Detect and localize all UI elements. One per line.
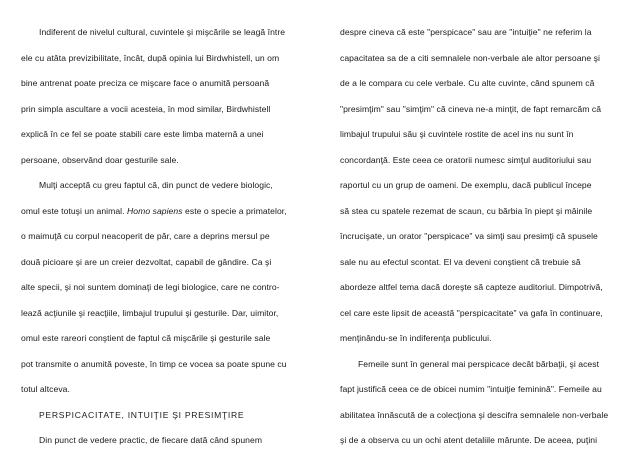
text-line: bine antrenat poate preciza ce mişcare face o anumită persoană <box>21 78 270 88</box>
text-line: capacitatea sa de a citi semnalele non-verbale ale altor persoane şi <box>340 52 600 63</box>
right-column <box>340 20 620 454</box>
text-line: limbajul trupului său şi cuvintele rostite de acel ins nu sunt în <box>340 129 574 139</box>
text-segment: este o specie a primatelor, <box>182 205 287 216</box>
text-line: Femeile sunt în general mai perspicace decât bărbaţii, şi acest <box>358 358 600 369</box>
text-line: pot transmite o anumită poveste, în timp ce vocea sa poate spune cu <box>21 358 287 369</box>
text-line: abordeze altfel tema dacă doreşte să capteze auditoriul. Dimpotrivă, <box>340 282 603 292</box>
italic-term: Homo sapiens <box>127 205 183 216</box>
text-line: sale nu au efectul scontat. El va deveni conştient că trebuie să <box>340 256 581 267</box>
text-line: încrucişate, un orator "perspicace" va simţi sau presimţi că spusele <box>340 231 598 241</box>
text-line: Mulţi acceptă cu greu faptul că, din punct de vedere biologic, <box>39 180 273 190</box>
text-line: raportul cu un grup de oameni. De exemplu, dacă publicul începe <box>340 180 592 190</box>
text-line: omul este rareori conştient de faptul că mişcările şi gesturile sale <box>21 333 271 343</box>
section-heading: PERSPICACITATE, INTUIŢIE ŞI PRESIMŢIRE <box>39 409 245 420</box>
text-line: persoane, observând doar gesturile sale. <box>21 154 179 165</box>
text-line: cel care este lipsit de această "perspicacitate" va gafa în continuare, <box>340 307 603 318</box>
text-line: Din punct de vedere practic, de fiecare dată când spunem <box>39 435 263 445</box>
left-column <box>21 20 301 454</box>
text-line: şi de a observa cu un ochi atent detaliile mărunte. De aceea, puţini <box>340 435 598 445</box>
text-line: o maimuţă cu corpul neacoperit de păr, care a deprins mersul pe <box>21 231 270 241</box>
text-line: despre cineva că este "perspicace" sau are "intuiţie" ne referim la <box>340 27 592 37</box>
text-line: menţinându-se în indiferenţa publicului. <box>340 333 492 343</box>
text-line: prin simpla ascultare a vocii acesteia, în mod similar, Birdwhistell <box>21 103 271 114</box>
text-line: lează acţiunile şi reacţiile, limbajul trupului şi gesturile. Dar, uimitor, <box>21 307 279 318</box>
text-line: abilitatea înnăscută de a colecţiona şi descifra semnalele non-verbale <box>340 409 609 420</box>
text-line: să stea cu spatele rezemat de scaun, cu bărbia în piept şi mâinile <box>340 205 593 216</box>
text-line: concordanţă. Este ceea ce oratorii numesc simţul auditoriului sau <box>340 154 592 165</box>
text-line: de a le compara cu cele verbale. Cu alte cuvinte, când spunem că <box>340 78 595 88</box>
text-segment: omul este totuşi un animal. <box>21 205 125 216</box>
text-line: ele cu atâta previzibilitate, încât, după opinia lui Birdwhistell, un om <box>21 52 280 63</box>
text-line: fapt justifică ceea ce de obicei numim "intuiţie feminină". Femeile au <box>340 384 602 394</box>
text-line <box>21 199 301 225</box>
text-line: totul altceva. <box>21 384 70 394</box>
text-line: Indiferent de nivelul cultural, cuvintele şi mişcările se leagă între <box>39 27 286 37</box>
text-line: alte specii, şi noi suntem dominaţi de legi biologice, care ne contro- <box>21 282 280 292</box>
text-line: explică în ce fel se poate stabili care este limba maternă a unei <box>21 129 264 139</box>
text-line: două picioare şi are un creier dezvoltat, capabil de gândire. Ca şi <box>21 256 272 267</box>
text-line: "presimţim" sau "simţim" că cineva ne-a minţit, de fapt remarcăm că <box>340 103 602 114</box>
